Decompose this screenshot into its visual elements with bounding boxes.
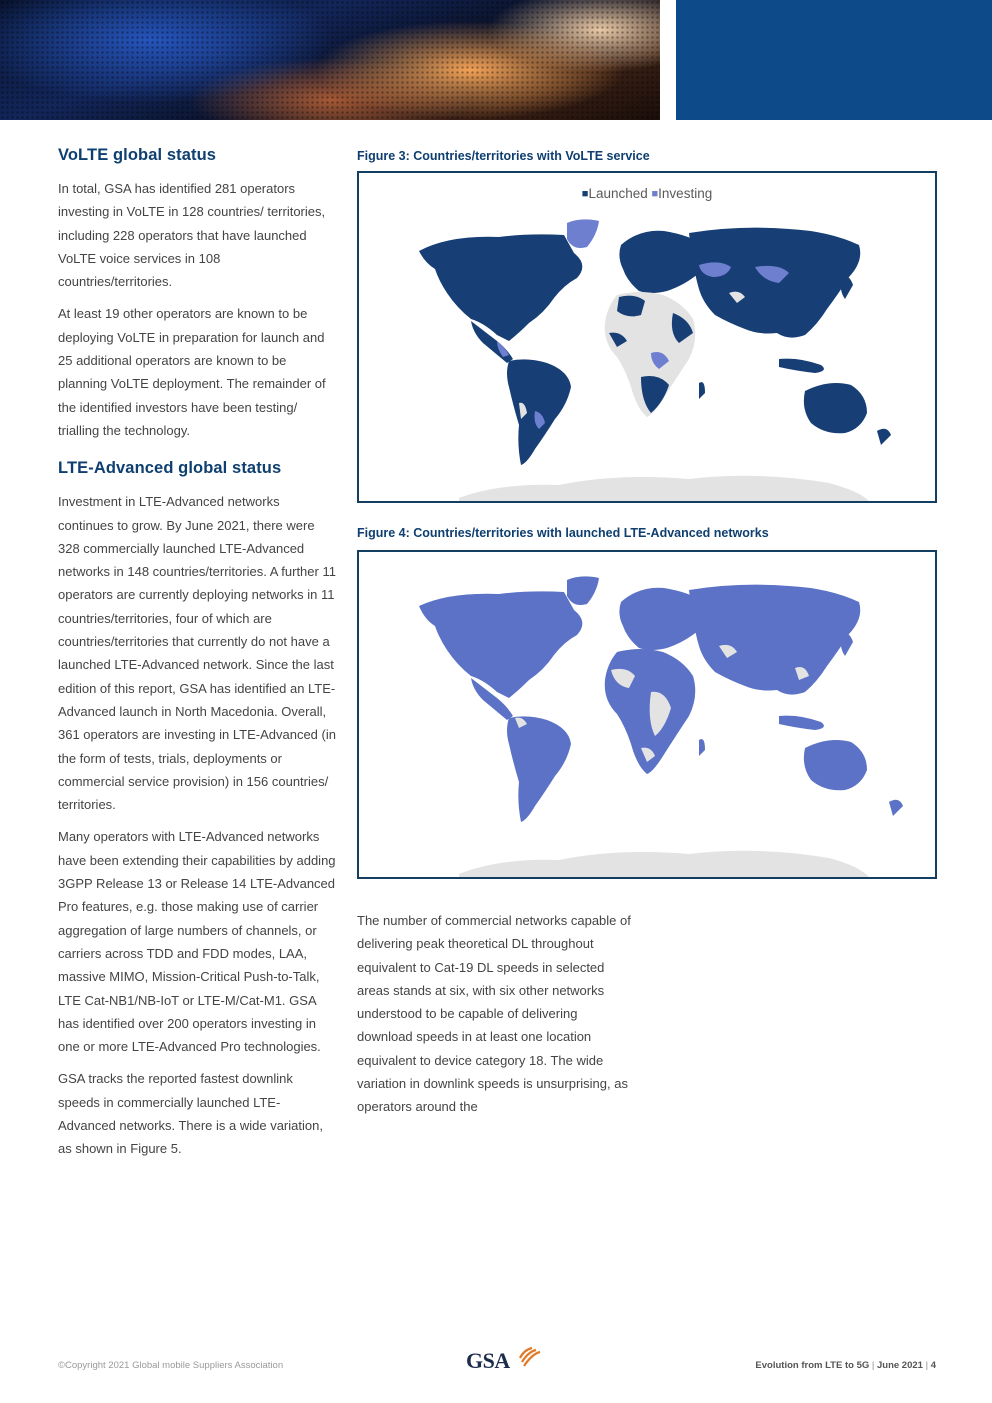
australia xyxy=(804,740,867,790)
legend-launched-label: Launched xyxy=(588,186,648,201)
footer-page-info xyxy=(755,1360,936,1371)
left-column xyxy=(58,146,338,1161)
south-america xyxy=(507,716,571,822)
figure-4-map xyxy=(357,550,937,879)
legend-launched-swatch: ■ xyxy=(581,188,589,200)
north-america xyxy=(419,234,582,341)
indonesia xyxy=(779,716,824,730)
volte-paragraph-1: In total, GSA has identified 281 operators investing in VoLTE in 128 countries/ territories, including 228 operators that have launched VoLTE voice services in 108 countries/territories. xyxy=(58,181,326,290)
gsa-logo-text: GSA xyxy=(466,1348,510,1373)
legend-investing-label: Investing xyxy=(658,186,713,201)
south-america xyxy=(507,359,571,465)
header-accent-block xyxy=(676,0,992,120)
footer-separator-1: | xyxy=(871,1360,877,1371)
new-zealand xyxy=(889,800,903,816)
footer-page-number: 4 xyxy=(930,1360,936,1371)
right-column-text-block xyxy=(357,909,632,1119)
new-zealand xyxy=(877,429,891,445)
footer-date: June 2021 xyxy=(877,1360,923,1371)
madagascar xyxy=(699,382,705,399)
north-america xyxy=(419,591,582,698)
gsa-logo xyxy=(466,1340,546,1374)
japan xyxy=(841,633,854,656)
antarctica xyxy=(459,851,869,877)
madagascar xyxy=(699,739,705,756)
gsa-logo-arcs-icon xyxy=(466,1340,546,1374)
lte-advanced-heading: LTE-Advanced global status xyxy=(58,459,282,478)
right-column-paragraph: The number of commercial networks capable of delivering peak theoretical DL throughout equivalent to Cat-19 DL speeds in selected areas stands at six, with six other networks understood to be capable of delivering download speeds in at least one location equivalent to device category 18. The wide variation in downlink speeds is unsurprising, as operators around the xyxy=(357,913,631,1115)
asia xyxy=(689,585,860,695)
japan xyxy=(841,276,854,299)
greenland xyxy=(567,219,599,248)
volte-paragraph-2: At least 19 other operators are known to be deploying VoLTE in preparation for launch and 25 additional operators are known to be planning VoLTE deployment. The remainder of the identified investors have been testing/ trialling the technology. xyxy=(58,306,326,438)
figure-4-title: Figure 4: Countries/territories with launched LTE-Advanced networks xyxy=(357,526,769,540)
figure-3-title: Figure 3: Countries/territories with VoLTE service xyxy=(357,149,650,163)
figure-3-legend xyxy=(359,186,935,201)
legend-investing-swatch: ■ xyxy=(651,188,659,200)
figure-3-world-map xyxy=(359,173,935,501)
indonesia xyxy=(779,359,824,373)
footer-separator-2: | xyxy=(925,1360,931,1371)
figure-4-world-map xyxy=(359,552,935,877)
asia xyxy=(689,228,860,338)
antarctica xyxy=(459,476,869,501)
lte-advanced-paragraph-3: GSA tracks the reported fastest downlink speeds in commercially launched LTE-Advanced networks. There is a wide variation, as shown in Figure 5. xyxy=(58,1071,323,1157)
footer-copyright: ©Copyright 2021 Global mobile Suppliers Association xyxy=(58,1360,284,1371)
footer-report-title: Evolution from LTE to 5G xyxy=(755,1360,870,1371)
figure-3-map xyxy=(357,171,937,503)
lte-advanced-paragraph-2: Many operators with LTE-Advanced networks have been extending their capabilities by adding 3GPP Release 13 or Release 14 LTE-Advanced Pro features, e.g. those making use of carrier aggregation of large numbers of channels, or carriers across TDD and FDD modes, LAA, massive MIMO, Mission-Critical Push-to-Talk, LTE Cat-NB1/NB-IoT or LTE-M/Cat-M1. GSA has identified over 200 operators investing in one or more LTE-Advanced Pro technologies. xyxy=(58,829,336,1055)
header-banner-image xyxy=(0,0,660,120)
africa-launched-north xyxy=(617,296,645,317)
greenland xyxy=(567,576,599,605)
lte-advanced-paragraph-1: Investment in LTE-Advanced networks continues to grow. By June 2021, there were 328 commercially launched LTE-Advanced networks in 148 countries/territories. A further 11 operators are currently deploying networks in 11 countries/territories, four of which are countries/territories that currently do not have a launched LTE-Advanced network. Since the last edition of this report, GSA has identified an LTE-Advanced launch in North Macedonia. Overall, 361 operators are investing in LTE-Advanced (in the form of tests, trials, deployments or commercial service provision) in 156 countries/ territories. xyxy=(58,494,336,813)
australia xyxy=(804,383,867,433)
volte-heading: VoLTE global status xyxy=(58,146,217,164)
